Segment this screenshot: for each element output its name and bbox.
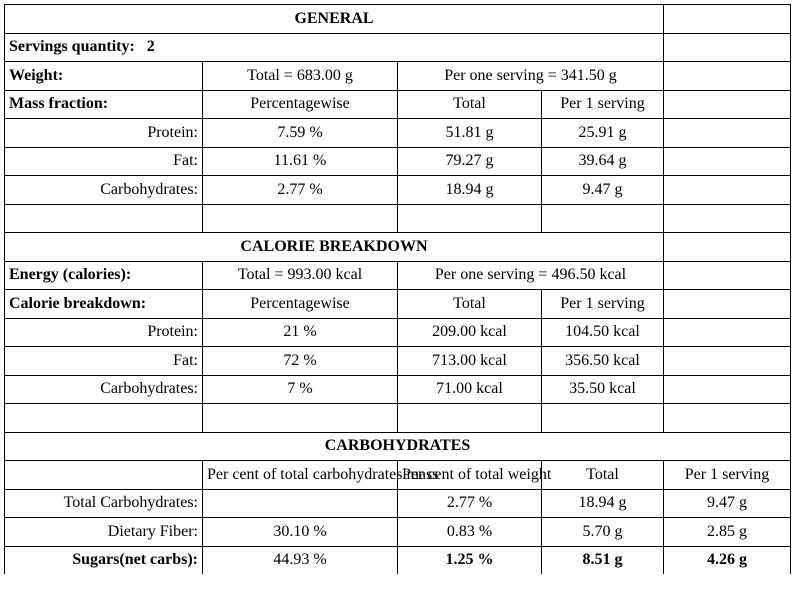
- row-per-serving: 356.50 kcal: [542, 347, 664, 376]
- carbs-title: CARBOHYDRATES: [5, 432, 791, 461]
- empty-cell: [664, 404, 791, 433]
- empty-cell: [664, 5, 791, 34]
- empty-cell: [664, 318, 791, 347]
- col-total: Total: [542, 461, 664, 490]
- row-total: 5.70 g: [542, 518, 664, 547]
- servings-label: Servings quantity:: [9, 38, 135, 56]
- servings-cell: [5, 33, 664, 62]
- empty-cell: [664, 119, 791, 148]
- col-percentagewise: Percentagewise: [203, 290, 398, 319]
- row-per-serving: 9.47 g: [664, 489, 791, 518]
- empty-cell: [398, 404, 542, 433]
- servings-row: [5, 33, 791, 62]
- servings-value: 2: [146, 38, 155, 56]
- general-header-row: [5, 5, 791, 34]
- col-total: Total: [398, 90, 542, 119]
- row-total: 71.00 kcal: [398, 375, 542, 404]
- calorie-header-row: [5, 233, 791, 262]
- row-name: Protein:: [5, 119, 203, 148]
- row-name: Protein:: [5, 318, 203, 347]
- empty-cell: [664, 33, 791, 62]
- row-name: Carbohydrates:: [5, 375, 203, 404]
- mass-fraction-label: Mass fraction:: [5, 90, 203, 119]
- col-percentagewise: Percentagewise: [203, 90, 398, 119]
- table-row: [5, 147, 791, 176]
- empty-cell: [664, 90, 791, 119]
- mass-fraction-header-row: [5, 90, 791, 119]
- row-pct-weight: 0.83 %: [398, 518, 542, 547]
- calorie-title: CALORIE BREAKDOWN: [5, 233, 664, 262]
- row-name: Fat:: [5, 347, 203, 376]
- weight-row: [5, 62, 791, 91]
- table-row: [5, 318, 791, 347]
- row-total: 79.27 g: [398, 147, 542, 176]
- row-pct: 2.77 %: [203, 176, 398, 205]
- row-pct-carb: [203, 489, 398, 518]
- row-pct: 72 %: [203, 347, 398, 376]
- nutrition-table: [4, 4, 791, 574]
- energy-total: Total = 993.00 kcal: [203, 261, 398, 290]
- empty-cell: [664, 204, 791, 233]
- calorie-breakdown-label: Calorie breakdown:: [5, 290, 203, 319]
- empty-cell: [398, 204, 542, 233]
- empty-cell: [664, 347, 791, 376]
- row-pct-weight: 1.25 %: [398, 546, 542, 574]
- row-total: 51.81 g: [398, 119, 542, 148]
- empty-cell: [664, 176, 791, 205]
- empty-cell: [664, 290, 791, 319]
- col-pct-weight: Per cent of total weight: [398, 461, 542, 490]
- table-row: [5, 375, 791, 404]
- energy-label: Energy (calories):: [5, 261, 203, 290]
- row-total: 18.94 g: [398, 176, 542, 205]
- carbs-column-header-row: [5, 461, 791, 490]
- col-pct-carb-mass: Per cent of total carbohydrates mass: [203, 461, 398, 490]
- row-pct: 11.61 %: [203, 147, 398, 176]
- table-row: [5, 119, 791, 148]
- row-total: 8.51 g: [542, 546, 664, 574]
- col-per-serving: Per 1 serving: [542, 90, 664, 119]
- row-pct: 21 %: [203, 318, 398, 347]
- row-per-serving: 9.47 g: [542, 176, 664, 205]
- empty-cell: [664, 233, 791, 262]
- empty-cell: [664, 375, 791, 404]
- table-row: [5, 347, 791, 376]
- empty-cell: [664, 62, 791, 91]
- table-row: [5, 489, 791, 518]
- row-per-serving: 39.64 g: [542, 147, 664, 176]
- weight-total: Total = 683.00 g: [203, 62, 398, 91]
- general-title: GENERAL: [5, 5, 664, 34]
- empty-cell: [664, 147, 791, 176]
- row-name: Total Carbohydrates:: [5, 489, 203, 518]
- carbs-header-row: [5, 432, 791, 461]
- empty-cell: [5, 204, 203, 233]
- row-name: Dietary Fiber:: [5, 518, 203, 547]
- row-per-serving: 25.91 g: [542, 119, 664, 148]
- row-total: 209.00 kcal: [398, 318, 542, 347]
- row-pct-weight: 2.77 %: [398, 489, 542, 518]
- empty-cell: [203, 204, 398, 233]
- empty-cell: [542, 204, 664, 233]
- row-pct-carb: 30.10 %: [203, 518, 398, 547]
- row-pct: 7 %: [203, 375, 398, 404]
- empty-cell: [542, 404, 664, 433]
- col-per-serving: Per 1 serving: [664, 461, 791, 490]
- row-total: 713.00 kcal: [398, 347, 542, 376]
- row-name: Fat:: [5, 147, 203, 176]
- row-per-serving: 4.26 g: [664, 546, 791, 574]
- empty-cell: [5, 404, 203, 433]
- weight-per-serving: Per one serving = 341.50 g: [398, 62, 664, 91]
- row-total: 18.94 g: [542, 489, 664, 518]
- calorie-breakdown-header-row: [5, 290, 791, 319]
- row-per-serving: 2.85 g: [664, 518, 791, 547]
- spacer-row: [5, 204, 791, 233]
- energy-row: [5, 261, 791, 290]
- empty-cell: [203, 404, 398, 433]
- weight-label: Weight:: [5, 62, 203, 91]
- empty-cell: [5, 461, 203, 490]
- energy-per-serving: Per one serving = 496.50 kcal: [398, 261, 664, 290]
- row-pct: 7.59 %: [203, 119, 398, 148]
- row-name: Sugars(net carbs):: [5, 546, 203, 574]
- table-row: [5, 518, 791, 547]
- col-per-serving: Per 1 serving: [542, 290, 664, 319]
- row-per-serving: 104.50 kcal: [542, 318, 664, 347]
- col-total: Total: [398, 290, 542, 319]
- table-row: [5, 176, 791, 205]
- row-per-serving: 35.50 kcal: [542, 375, 664, 404]
- row-name: Carbohydrates:: [5, 176, 203, 205]
- table-row: [5, 546, 791, 574]
- empty-cell: [664, 261, 791, 290]
- row-pct-carb: 44.93 %: [203, 546, 398, 574]
- spacer-row: [5, 404, 791, 433]
